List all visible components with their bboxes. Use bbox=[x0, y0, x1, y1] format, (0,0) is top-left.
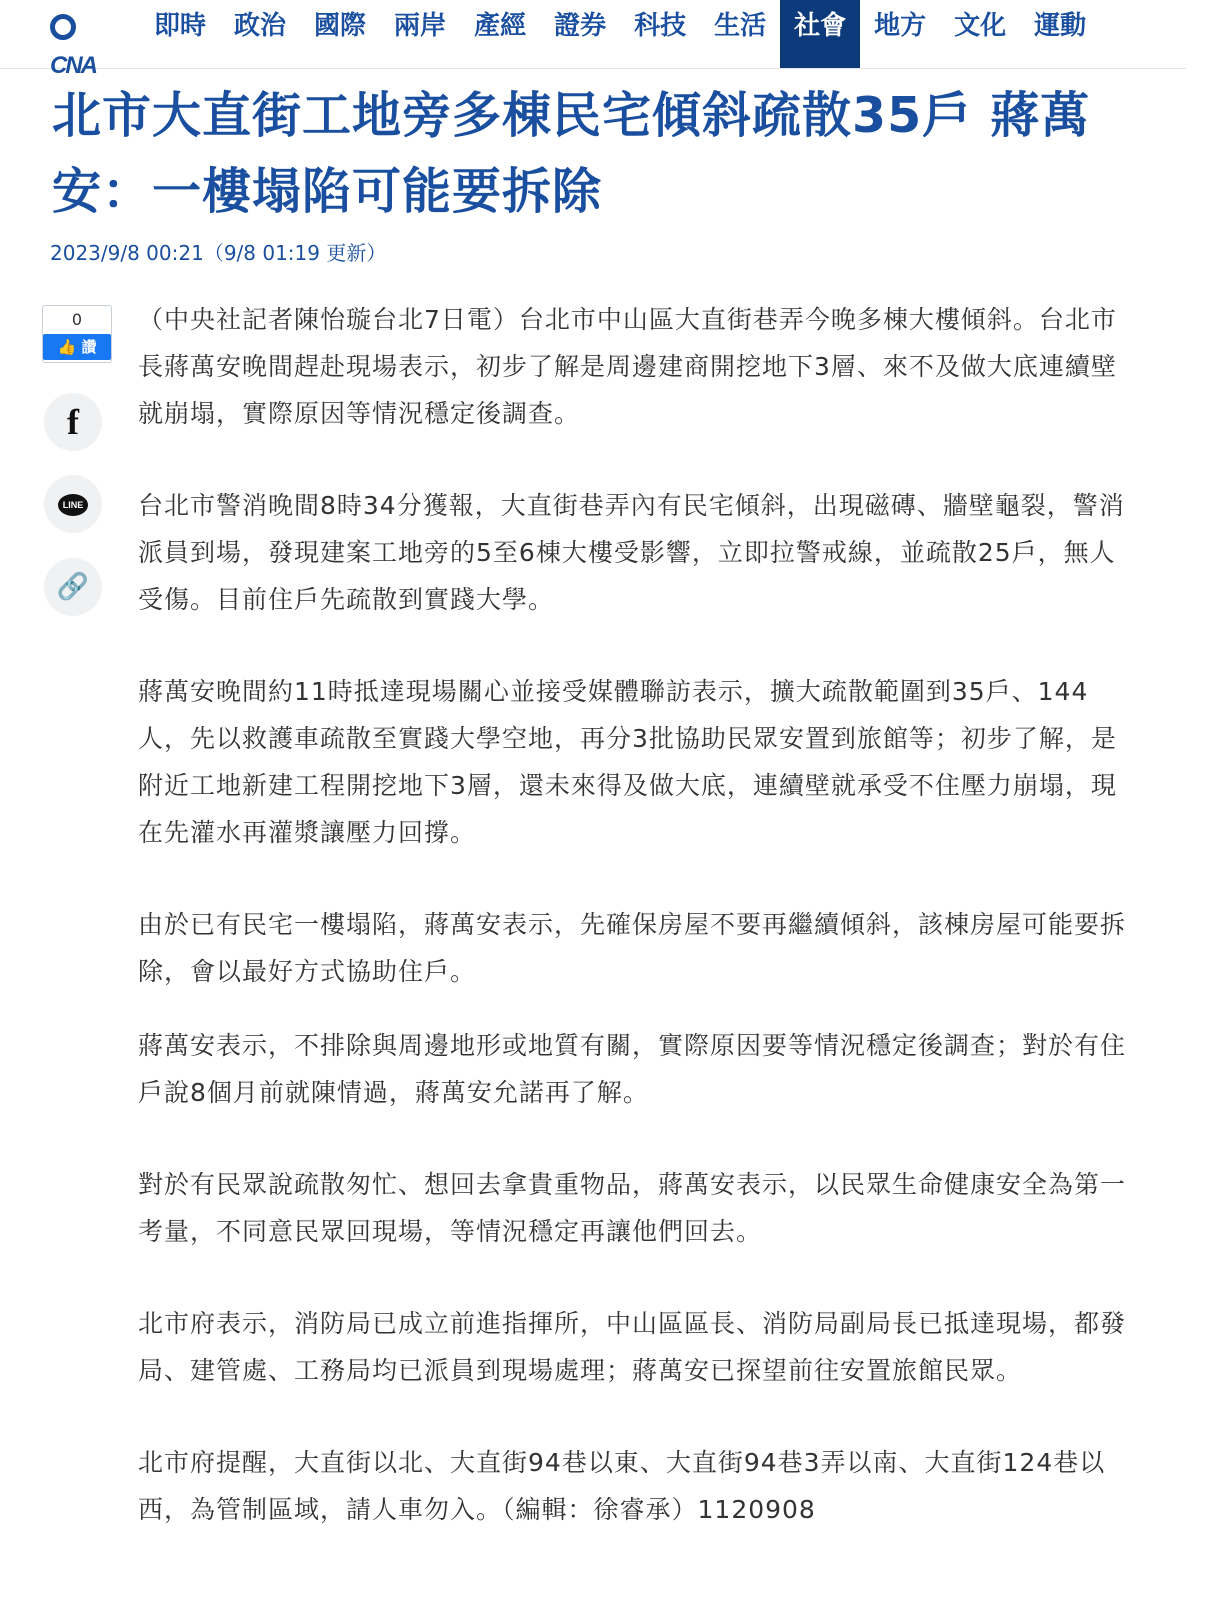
like-count: 0 bbox=[71, 310, 83, 329]
nav-item-society[interactable]: 社會 bbox=[780, 0, 860, 68]
line-bubble-icon: LINE bbox=[58, 494, 88, 516]
nav-item-politics[interactable]: 政治 bbox=[234, 11, 287, 41]
line-share-icon[interactable] bbox=[44, 475, 102, 533]
top-nav-bar bbox=[0, 0, 1186, 79]
article-paragraph: （中央社記者陳怡璇台北7日電）台北市中山區大直街巷弄今晚多棟大樓傾斜。台北市長蔣萬安晚間趕赴現場表示，初步了解是周邊建商開挖地下3層、來不及做大底連續壁就崩塌，實際原因等情況穩定後調查。 bbox=[138, 305, 1117, 428]
logo-ring-icon bbox=[50, 14, 76, 40]
article-paragraph: 對於有民眾說疏散匆忙、想回去拿貴重物品，蔣萬安表示，以民眾生命健康安全為第一考量，不同意民眾回現場，等情況穩定再讓他們回去。 bbox=[138, 1170, 1127, 1246]
category-nav bbox=[140, 0, 1100, 68]
copy-link-icon[interactable]: 🔗 bbox=[44, 558, 102, 616]
facebook-share-icon[interactable]: f bbox=[44, 393, 102, 451]
nav-item-culture[interactable]: 文化 bbox=[954, 11, 1007, 41]
fb-like-box bbox=[42, 305, 112, 363]
article-timestamp: 2023/9/8 00:21（9/8 01:19 更新） bbox=[50, 241, 387, 265]
article-paragraph: 北市府提醒，大直街以北、大直街94巷以東、大直街94巷3弄以南、大直街124巷以西，為管制區域，請人車勿入。（編輯：徐睿承）1120908 bbox=[138, 1448, 1106, 1524]
fb-like-button[interactable]: 👍 讚 bbox=[43, 334, 111, 360]
article-paragraph: 蔣萬安表示，不排除與周邊地形或地質有關，實際原因要等情況穩定後調查；對於有住戶說8個月前就陳情過，蔣萬安允諾再了解。 bbox=[138, 1031, 1127, 1107]
nav-item-instant[interactable]: 即時 bbox=[154, 11, 207, 41]
share-bar bbox=[42, 305, 114, 602]
nav-item-international[interactable]: 國際 bbox=[314, 11, 367, 41]
article-title: 北市大直街工地旁多棟民宅傾斜疏散35戶 蔣萬安：一樓塌陷可能要拆除 bbox=[52, 87, 1091, 220]
nav-item-stocks[interactable]: 證券 bbox=[554, 11, 607, 41]
nav-item-tech[interactable]: 科技 bbox=[634, 11, 687, 41]
article-paragraph: 台北市警消晚間8時34分獲報，大直街巷弄內有民宅傾斜，出現磁磚、牆壁龜裂，警消派員到場，發現建案工地旁的5至6棟大樓受影響，立即拉警戒線，並疏散25戶，無人受傷。目前住戶先疏散到實踐大學。 bbox=[138, 491, 1125, 614]
article-paragraph: 北市府表示，消防局已成立前進指揮所，中山區區長、消防局副局長已抵達現場，都發局、建管處、工務局均已派員到現場處理；蔣萬安已探望前往安置旅館民眾。 bbox=[138, 1309, 1127, 1385]
nav-item-cross-strait[interactable]: 兩岸 bbox=[394, 11, 447, 41]
article-paragraph: 蔣萬安晚間約11時抵達現場關心並接受媒體聯訪表示，擴大疏散範圍到35戶、144人，先以救護車疏散至實踐大學空地，再分3批協助民眾安置到旅館等；初步了解，是附近工地新建工程開挖地下3層，還未來得及做大底，連續壁就承受不住壓力崩塌，現在先灌水再灌漿讓壓力回撐。 bbox=[138, 677, 1117, 847]
nav-item-life[interactable]: 生活 bbox=[714, 11, 767, 41]
article-body bbox=[138, 296, 1138, 1533]
cna-logo[interactable] bbox=[50, 8, 118, 79]
nav-item-economy[interactable]: 產經 bbox=[474, 11, 527, 41]
nav-item-local[interactable]: 地方 bbox=[874, 11, 927, 41]
logo-text: CNA bbox=[50, 52, 96, 79]
nav-item-sports[interactable]: 運動 bbox=[1034, 11, 1087, 41]
article-paragraph: 由於已有民宅一樓塌陷，蔣萬安表示，先確保房屋不要再繼續傾斜，該棟房屋可能要拆除，會以最好方式協助住戶。 bbox=[138, 910, 1127, 986]
